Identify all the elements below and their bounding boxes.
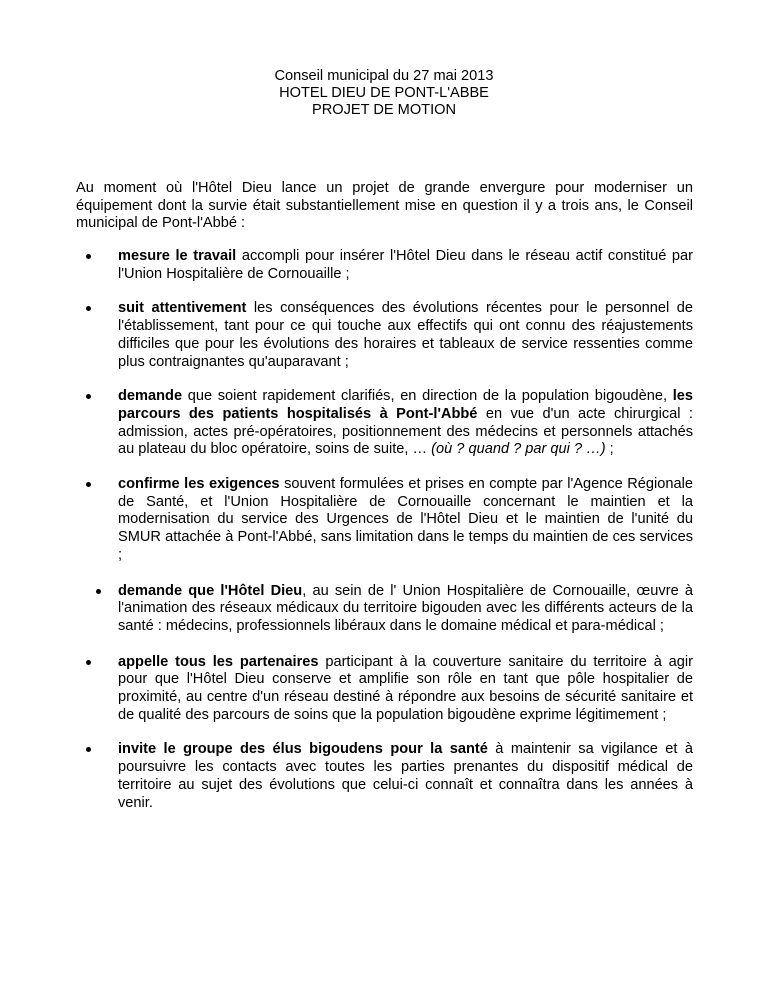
- bullet-dot-icon: [86, 482, 91, 487]
- motion-item-text: souvent formulées et prises en compte par l'Agence Régionale de Santé, et l'Union Hospitalière de Cornouaille concernant le maintien et la modernisation du service des Urgences de l'Hôtel Dieu et le maintien de l'unité du SMUR attachée à Pont-l'Abbé, sans limitation dans le temps du maintien de ces services ;: [118, 476, 693, 563]
- motion-item-keyword: suit attentivement: [118, 300, 247, 317]
- bullet-dot-icon: [86, 747, 91, 752]
- motion-item-keyword: les parcours des patients hospitalisés à Pont-l'Abbé: [118, 388, 693, 422]
- motion-item: [0, 388, 693, 459]
- bullet-dot-icon: [86, 394, 91, 399]
- bullet-dot-icon: [86, 660, 91, 665]
- intro-paragraph: Au moment où l'Hôtel Dieu lance un projet de grande envergure pour moderniser un équipement dont la survie était substantiellement mise en question il y a trois ans, le Conseil municipal de Pont-l'Abbé :: [76, 180, 693, 232]
- motion-item-text: , au sein de l' Union Hospitalière de Cornouaille, œuvre à l'animation des réseaux médicaux du territoire bigouden avec les différents acteurs de la santé : médecins, professionnels libéraux dans le domaine médical et para-médical ;: [118, 582, 693, 634]
- motion-item-keyword: demande: [118, 388, 183, 405]
- motion-item-text: à maintenir sa vigilance et à poursuivre les contacts avec toutes les parties prenantes du dispositif médical de territoire au sujet des évolutions que celui-ci connaît et connaîtra dans les années à venir.: [118, 741, 693, 811]
- motion-item: [0, 300, 693, 371]
- motion-item: [0, 654, 693, 725]
- motion-item-questions: (où ? quand ? par qui ? …): [431, 441, 606, 458]
- motion-item: [0, 583, 693, 636]
- header-meeting-date: Conseil municipal du 27 mai 2013: [274, 68, 494, 84]
- motion-item-keyword: appelle tous les partenaires: [118, 653, 319, 670]
- motion-item-text: ;: [605, 441, 614, 458]
- header-document-type: PROJET DE MOTION: [311, 102, 457, 118]
- motion-item-keyword: invite le groupe des élus bigoudens pour la santé: [118, 741, 488, 758]
- motion-item: [0, 248, 693, 283]
- bullet-dot-icon: [86, 254, 91, 259]
- motion-list: [0, 248, 768, 812]
- motion-item-text: les conséquences des évolutions récentes pour le personnel de l'établissement, tant pour ce qui touche aux effectifs qui ont connu des réajustements difficiles que pour les évolutions des horaires et tableaux de service ressenties comme plus contraignantes qu'auparavant ;: [118, 300, 693, 370]
- motion-item-text: en vue d'un acte chirurgical : admission, actes pré-opératoires, positionnement des médecins et personnels attachés au plateau du bloc opératoire, soins de suite, …: [118, 405, 693, 458]
- motion-item-text: que soient rapidement clarifiés, en direction de la population bigoudène,: [182, 388, 673, 405]
- motion-item-text: participant à la couverture sanitaire du territoire à agir pour que l'Hôtel Dieu conserve et amplifie son rôle en tant que pôle hospitalier de proximité, au centre d'un réseau destiné à répondre aux besoins de sécurité sanitaire et de qualité des parcours de soins que la population bigoudène exprime légitimement ;: [118, 653, 693, 723]
- motion-item-keyword: confirme les exigences: [118, 476, 280, 493]
- motion-item-keyword: demande que l'Hôtel Dieu: [118, 582, 303, 599]
- bullet-dot-icon: [96, 589, 101, 594]
- header-institution: HOTEL DIEU DE PONT-L'ABBE: [279, 85, 489, 101]
- motion-item: [0, 741, 693, 812]
- motion-item-text: accompli pour insérer l'Hôtel Dieu dans le réseau actif constitué par l'Union Hospitalière de Cornouaille ;: [118, 248, 693, 282]
- motion-item: [0, 476, 693, 565]
- bullet-dot-icon: [86, 306, 91, 311]
- motion-item-keyword: mesure le travail: [118, 248, 237, 264]
- document-header: [0, 68, 768, 119]
